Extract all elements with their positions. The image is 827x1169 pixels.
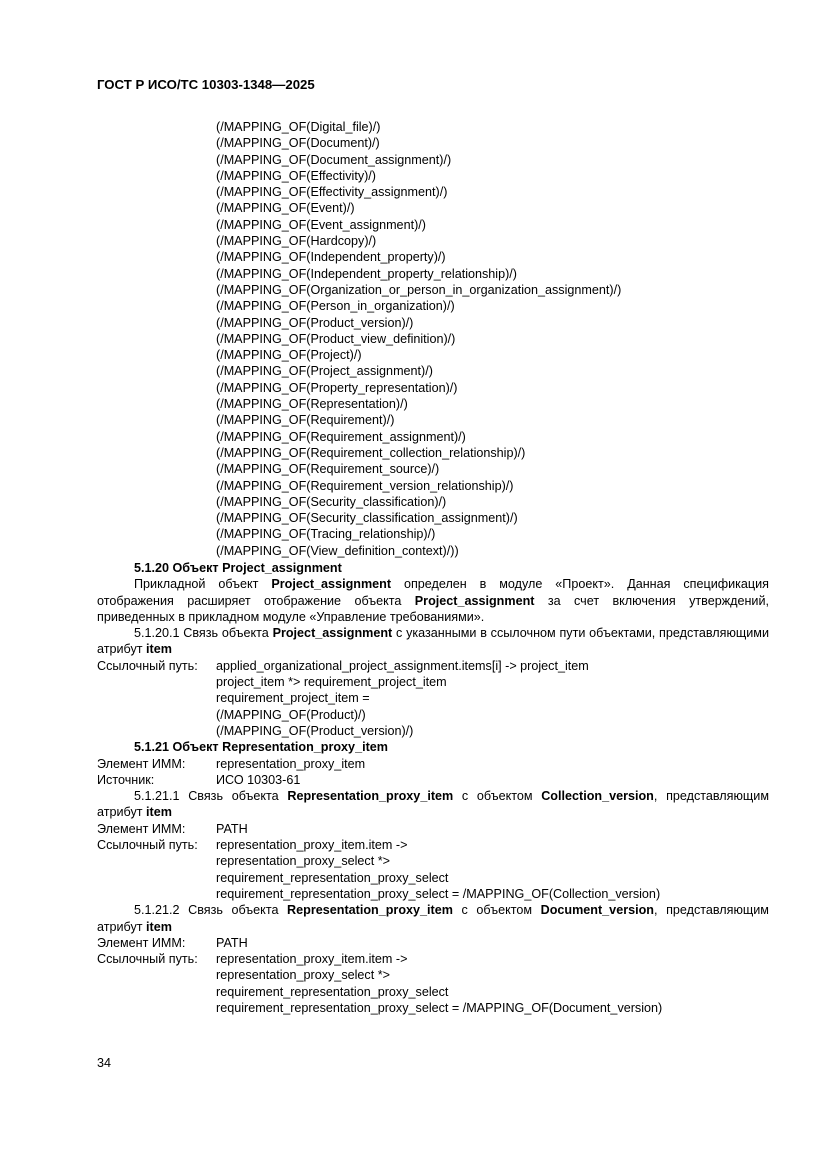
mapping-line: (/MAPPING_OF(Tracing_relationship)/) (216, 527, 436, 542)
reference-path-line: representation_proxy_item.item -> (216, 952, 408, 967)
object-name: Project_assignment (272, 626, 393, 641)
text-run: 5.1.20.1 Связь объекта (134, 626, 273, 641)
reference-path-line: project_item *> requirement_project_item (216, 675, 447, 690)
text-run: 5.1.21.1 Связь объекта (134, 789, 288, 804)
mapping-line: (/MAPPING_OF(Requirement_assignment)/) (216, 429, 466, 444)
reference-path-line: representation_proxy_select *> (216, 968, 390, 983)
imm-element-row (97, 756, 769, 772)
reference-path-label: Ссылочный путь: (97, 658, 198, 673)
text-run: с объектом (452, 903, 541, 918)
reference-path-line: representation_proxy_item.item -> (216, 838, 408, 853)
imm-element-label: Элемент ИММ: (97, 756, 186, 771)
mapping-line: (/MAPPING_OF(Security_classification)/) (216, 494, 447, 509)
text-run: определен в модуле «Проект». Данная спецификация отображения расширяет отображение объекта (97, 577, 769, 608)
paragraph-project-assignment (97, 576, 769, 625)
mapping-line: (/MAPPING_OF(Effectivity_assignment)/) (216, 185, 448, 200)
text-run: с объектом (453, 789, 542, 804)
imm-element-row (97, 821, 769, 837)
subsection-5-1-20-1 (97, 625, 769, 658)
page-number: 34 (97, 1056, 112, 1070)
text-run: , представляющим атрибут (97, 789, 769, 820)
section-heading-5-1-21 (97, 739, 769, 755)
mapping-line: (/MAPPING_OF(Requirement)/) (216, 413, 395, 428)
mapping-line: (/MAPPING_OF(Requirement_version_relationship)/) (216, 478, 514, 493)
imm-element-label: Элемент ИММ: (97, 935, 186, 950)
section-word: Объект (172, 561, 219, 575)
attribute-name: item (146, 642, 172, 657)
section-number: 5.1.20 (134, 561, 170, 575)
imm-element-row (97, 935, 769, 951)
mapping-line: (/MAPPING_OF(Event)/) (216, 201, 355, 216)
reference-path-row (97, 951, 769, 967)
imm-element-label: Элемент ИММ: (97, 821, 186, 836)
mapping-line: (/MAPPING_OF(Project_assignment)/) (216, 364, 433, 379)
section-object-name: Representation_proxy_item (222, 740, 388, 755)
object-name: Representation_proxy_item (287, 903, 453, 918)
reference-path-line: requirement_representation_proxy_select = /MAPPING_OF(Document_version) (216, 1001, 663, 1016)
imm-element-value: representation_proxy_item (216, 756, 366, 771)
section-word: Объект (172, 740, 219, 755)
reference-path-line: requirement_representation_proxy_select (216, 984, 449, 999)
imm-element-value: PATH (216, 935, 248, 950)
document-header: ГОСТ Р ИСО/ТС 10303-1348—2025 (97, 77, 315, 92)
section-heading-5-1-20 (97, 560, 769, 576)
object-name: Document_version (540, 903, 654, 918)
mapping-line: (/MAPPING_OF(Representation)/) (216, 397, 408, 412)
mapping-list (216, 119, 621, 559)
mapping-line: (/MAPPING_OF(Effectivity)/) (216, 168, 377, 183)
reference-path-line: applied_organizational_project_assignment.items[i] -> project_item (216, 658, 589, 673)
reference-path-line: requirement_project_item = (216, 691, 370, 706)
reference-path-line: (/MAPPING_OF(Product_version)/) (216, 723, 414, 738)
mapping-line: (/MAPPING_OF(Digital_file)/) (216, 120, 381, 134)
text-run: за счет включения утверждений, приведенных в прикладном модуле «Управление требованиями». (97, 593, 769, 624)
text-run: Прикладной объект (134, 577, 272, 592)
reference-path-label: Ссылочный путь: (97, 952, 198, 967)
mapping-line: (/MAPPING_OF(Product_version)/) (216, 315, 414, 330)
imm-element-value: PATH (216, 821, 248, 836)
mapping-line: (/MAPPING_OF(Independent_property_relationship)/) (216, 266, 517, 281)
reference-path-line: requirement_representation_proxy_select (216, 870, 449, 885)
mapping-line: (/MAPPING_OF(Person_in_organization)/) (216, 299, 455, 314)
attribute-name: item (146, 805, 172, 820)
text-run: , представляющим атрибут (97, 903, 769, 934)
reference-path-line: representation_proxy_select *> (216, 854, 390, 869)
mapping-line: (/MAPPING_OF(Product_view_definition)/) (216, 331, 456, 346)
reference-path-line: requirement_representation_proxy_select = /MAPPING_OF(Collection_version) (216, 886, 661, 901)
mapping-line: (/MAPPING_OF(Document_assignment)/) (216, 152, 452, 167)
object-name: Project_assignment (271, 577, 392, 592)
object-name: Collection_version (541, 789, 654, 804)
subsection-5-1-21-2 (97, 902, 769, 935)
mapping-line: (/MAPPING_OF(Organization_or_person_in_organization_assignment)/) (216, 282, 622, 297)
subsection-5-1-21-1 (97, 788, 769, 821)
section-object-name: Project_assignment (222, 561, 342, 575)
mapping-line: (/MAPPING_OF(Document)/) (216, 136, 380, 151)
source-value: ИСО 10303-61 (216, 772, 301, 787)
mapping-line: (/MAPPING_OF(View_definition_context)/)) (216, 543, 459, 558)
reference-path-row (97, 837, 769, 853)
reference-path-row (97, 658, 769, 674)
mapping-line: (/MAPPING_OF(Event_assignment)/) (216, 217, 426, 232)
mapping-line: (/MAPPING_OF(Requirement_collection_relationship)/) (216, 445, 526, 460)
mapping-line: (/MAPPING_OF(Security_classification_assignment)/) (216, 511, 518, 526)
mapping-line: (/MAPPING_OF(Independent_property)/) (216, 250, 446, 265)
attribute-name: item (146, 919, 172, 934)
text-run: 5.1.21.2 Связь объекта (134, 903, 288, 918)
source-row (97, 772, 769, 788)
section-number: 5.1.21 (134, 740, 170, 755)
mapping-line: (/MAPPING_OF(Hardcopy)/) (216, 234, 377, 249)
mapping-line: (/MAPPING_OF(Property_representation)/) (216, 380, 458, 395)
mapping-line: (/MAPPING_OF(Requirement_source)/) (216, 462, 440, 477)
document-body (97, 560, 769, 1016)
object-name: Representation_proxy_item (287, 789, 454, 804)
source-label: Источник: (97, 772, 155, 787)
mapping-line: (/MAPPING_OF(Project)/) (216, 348, 362, 363)
text-run: с указанными в ссылочном пути объектами, представляющими атрибут (97, 626, 769, 657)
reference-path-line: (/MAPPING_OF(Product)/) (216, 707, 366, 722)
reference-path-label: Ссылочный путь: (97, 838, 198, 853)
object-name: Project_assignment (414, 593, 535, 608)
